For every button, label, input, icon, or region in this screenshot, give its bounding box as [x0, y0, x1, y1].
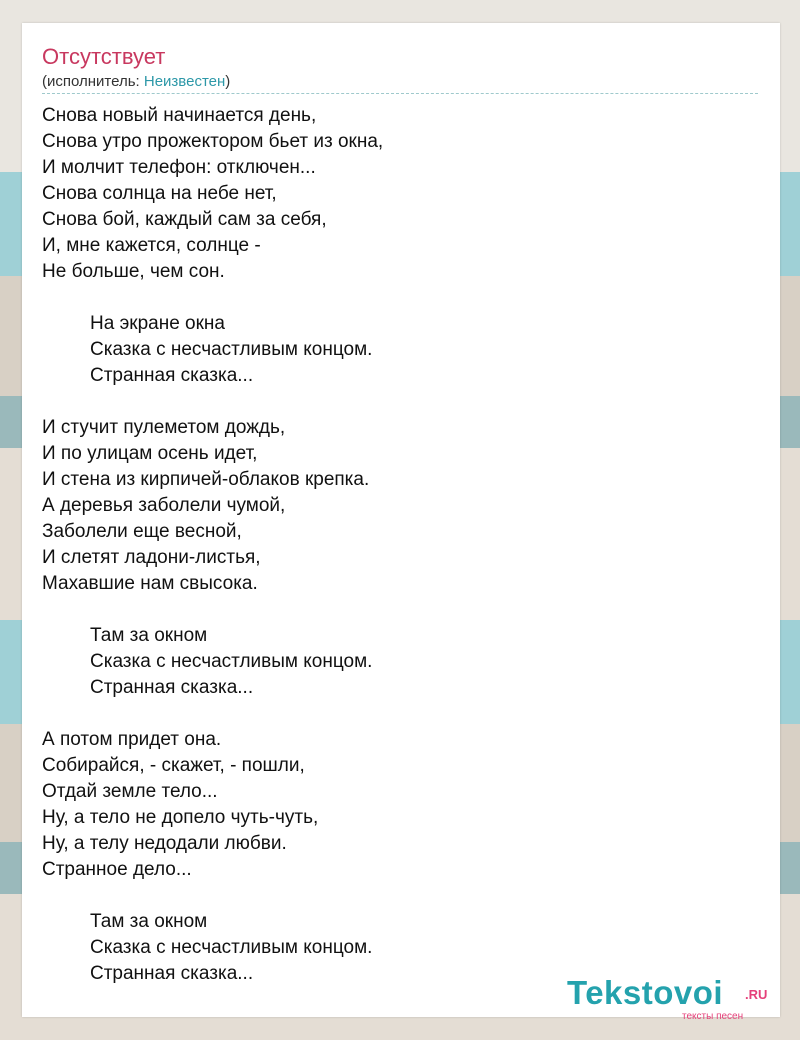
chorus-line: На экране окна	[90, 313, 225, 334]
chorus-line: Сказка с несчастливым концом.	[90, 339, 373, 360]
song-title: Отсутствует	[42, 44, 166, 69]
stanza-break	[42, 285, 742, 311]
artist-suffix: )	[225, 73, 231, 90]
lyric-line: И молчит телефон: отключен...	[42, 157, 316, 178]
lyric-line: И, мне кажется, солнце -	[42, 235, 261, 256]
chorus-line: Странная сказка...	[90, 677, 254, 698]
title-divider	[42, 93, 758, 94]
lyric-line: Ну, а телу недодали любви.	[42, 833, 287, 854]
lyric-line: Странное дело...	[42, 859, 192, 880]
chorus-line: Сказка с несчастливым концом.	[90, 651, 373, 672]
stanza-break	[42, 389, 742, 415]
chorus-line: Там за окном	[90, 911, 208, 932]
logo-tld: .RU	[745, 987, 768, 1002]
stanza-break	[42, 597, 742, 623]
logo-tagline: тексты песен	[682, 1011, 744, 1022]
lyric-line: Ну, а тело не допело чуть-чуть,	[42, 807, 319, 828]
lyric-line: И по улицам осень идет,	[42, 443, 258, 464]
lyric-line: Снова бой, каждый сам за себя,	[42, 209, 327, 230]
artist-prefix: (исполнитель:	[42, 73, 144, 90]
lyrics-paper	[22, 23, 780, 1022]
chorus-line: Странная сказка...	[90, 963, 254, 984]
chorus-line: Сказка с несчастливым концом.	[90, 937, 373, 958]
lyric-line: И стучит пулеметом дождь,	[42, 417, 286, 438]
lyric-line: Снова солнца на небе нет,	[42, 183, 277, 204]
stanza-break	[42, 701, 742, 727]
lyric-line: И стена из кирпичей-облаков крепка.	[42, 469, 370, 490]
lyric-line: И слетят ладони-листья,	[42, 547, 261, 568]
lyric-line: А деревья заболели чумой,	[42, 495, 286, 516]
lyric-line: Снова новый начинается день,	[42, 105, 317, 126]
stanza-break	[42, 883, 742, 909]
artist-line	[42, 72, 230, 92]
chorus-line: Странная сказка...	[90, 365, 254, 386]
artist-link[interactable]: Неизвестен	[143, 73, 226, 90]
lyric-line: Не больше, чем сон.	[42, 261, 225, 282]
lyric-line: Снова утро прожектором бьет из окна,	[42, 131, 384, 152]
lyric-line: А потом придет она.	[42, 729, 222, 750]
chorus-line: Там за окном	[90, 625, 208, 646]
lyric-line: Махавшие нам свысока.	[42, 573, 258, 594]
lyric-line: Заболели еще весной,	[42, 521, 242, 542]
logo-wordmark: Tekstovoi	[567, 974, 724, 1011]
lyrics-body	[42, 103, 742, 987]
site-logo[interactable]	[567, 974, 787, 1024]
lyric-line: Отдай земле тело...	[42, 781, 218, 802]
lyric-line: Собирайся, - скажет, - пошли,	[42, 755, 305, 776]
